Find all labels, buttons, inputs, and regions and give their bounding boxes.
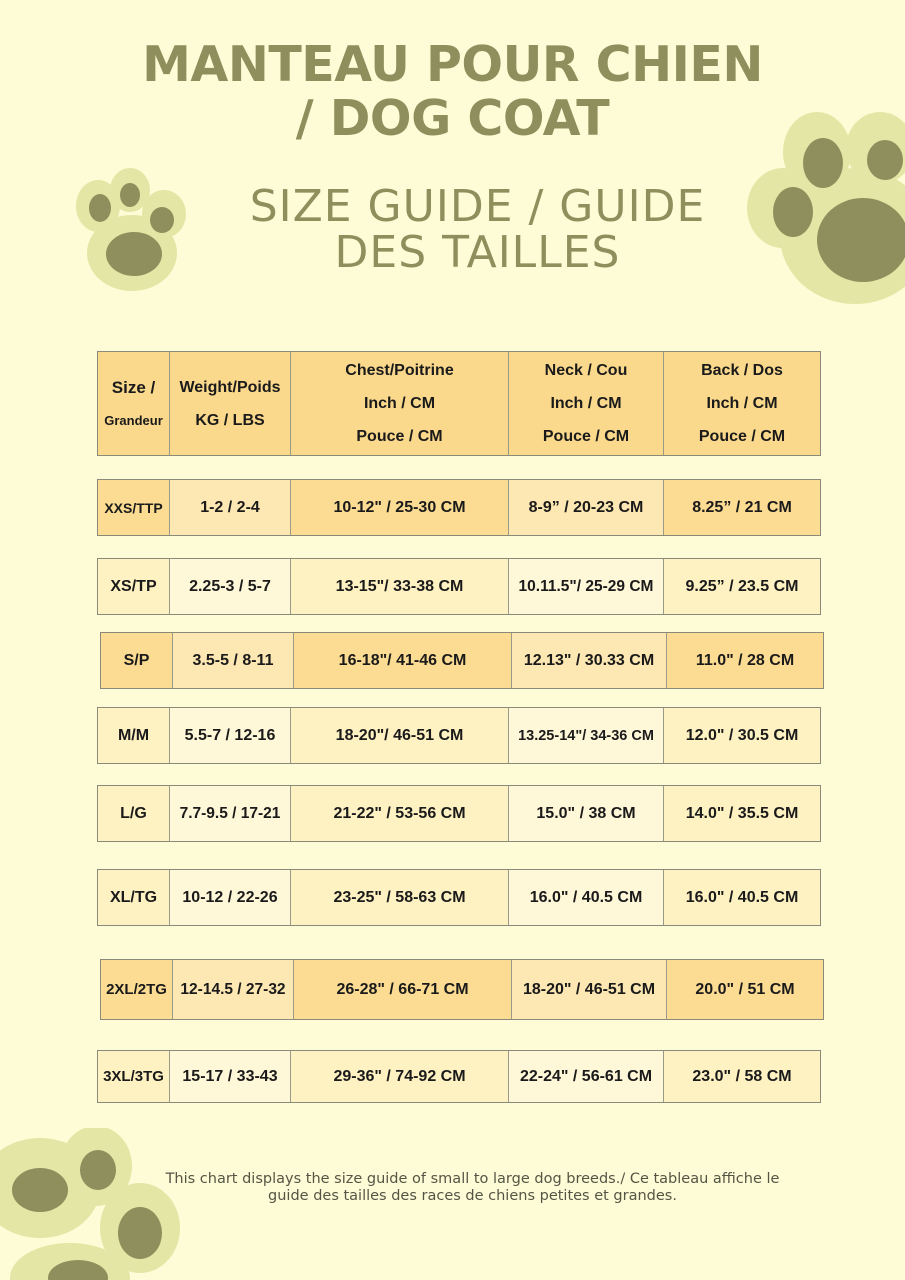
cell-neck: 12.13" / 30.33 CM <box>512 633 667 688</box>
cell-chest: 16-18"/ 41-46 CM <box>294 633 512 688</box>
cell-chest: 10-12" / 25-30 CM <box>291 480 509 535</box>
cell-weight: 15-17 / 33-43 <box>170 1051 291 1102</box>
cell-neck: 10.11.5"/ 25-29 CM <box>509 559 664 614</box>
cell-size: XS/TP <box>98 559 170 614</box>
cell-weight: 3.5-5 / 8-11 <box>173 633 294 688</box>
cell-neck: 18-20" / 46-51 CM <box>512 960 667 1019</box>
cell-weight: 2.25-3 / 5-7 <box>170 559 291 614</box>
footer-line-2: guide des tailles des races de chiens petites et grandes. <box>268 1188 677 1204</box>
header-neck-label: Neck / Cou <box>544 362 628 379</box>
header-back-unit: Inch / CM <box>706 395 778 412</box>
header-neck-unit: Inch / CM <box>550 395 622 412</box>
cell-weight: 12-14.5 / 27-32 <box>173 960 294 1019</box>
cell-back: 9.25” / 23.5 CM <box>664 559 820 614</box>
cell-size: 3XL/3TG <box>98 1051 170 1102</box>
cell-back: 16.0" / 40.5 CM <box>664 870 820 925</box>
table-row <box>100 959 824 1020</box>
cell-neck: 15.0" / 38 CM <box>509 786 664 841</box>
subtitle-line-2: DES TAILLES <box>334 227 621 278</box>
cell-chest: 26-28" / 66-71 CM <box>294 960 512 1019</box>
cell-weight: 5.5-7 / 12-16 <box>170 708 291 763</box>
subtitle-line-1: SIZE GUIDE / GUIDE <box>249 181 706 232</box>
cell-neck: 22-24" / 56-61 CM <box>509 1051 664 1102</box>
table-row <box>97 479 821 536</box>
header-chest-unit-fr: Pouce / CM <box>356 428 443 445</box>
table-row <box>97 1050 821 1103</box>
table-row <box>97 785 821 842</box>
cell-back: 23.0" / 58 CM <box>664 1051 820 1102</box>
table-row <box>97 707 821 764</box>
cell-neck: 13.25-14"/ 34-36 CM <box>509 708 664 763</box>
cell-back: 20.0" / 51 CM <box>667 960 823 1019</box>
header-weight-label: Weight/Poids <box>179 378 281 396</box>
header-weight-unit: KG / LBS <box>195 411 265 429</box>
cell-chest: 18-20"/ 46-51 CM <box>291 708 509 763</box>
header-size-label: Size / <box>111 377 156 397</box>
cell-size: XL/TG <box>98 870 170 925</box>
cell-size: L/G <box>98 786 170 841</box>
table-row <box>100 632 824 689</box>
table-header <box>97 351 821 456</box>
cell-back: 12.0" / 30.5 CM <box>664 708 820 763</box>
cell-neck: 16.0" / 40.5 CM <box>509 870 664 925</box>
header-weight <box>170 352 291 455</box>
header-neck-unit-fr: Pouce / CM <box>542 428 630 445</box>
cell-back: 8.25” / 21 CM <box>664 480 820 535</box>
header-back-unit-fr: Pouce / CM <box>698 428 786 445</box>
cell-chest: 21-22" / 53-56 CM <box>291 786 509 841</box>
footer-line-1: This chart displays the size guide of small to large dog breeds./ Ce tableau affiche le <box>165 1171 780 1187</box>
cell-size: S/P <box>101 633 173 688</box>
cell-back: 14.0" / 35.5 CM <box>664 786 820 841</box>
cell-weight: 1-2 / 2-4 <box>170 480 291 535</box>
header-chest-label: Chest/Poitrine <box>345 362 454 379</box>
header-chest <box>291 352 509 455</box>
cell-weight: 7.7-9.5 / 17-21 <box>170 786 291 841</box>
cell-chest: 23-25" / 58-63 CM <box>291 870 509 925</box>
cell-size: 2XL/2TG <box>101 960 173 1019</box>
header-back <box>664 352 820 455</box>
title-line-2: / DOG COAT <box>295 90 610 147</box>
cell-back: 11.0" / 28 CM <box>667 633 823 688</box>
page-subtitle <box>0 181 905 278</box>
table-row <box>97 558 821 615</box>
header-neck <box>509 352 664 455</box>
header-back-label: Back / Dos <box>701 362 783 379</box>
cell-chest: 29-36" / 74-92 CM <box>291 1051 509 1102</box>
table-row <box>97 869 821 926</box>
footer-note <box>120 1171 825 1205</box>
title-line-1: MANTEAU POUR CHIEN <box>142 36 763 93</box>
cell-size: XXS/TTP <box>98 480 170 535</box>
header-size-sublabel: Grandeur <box>104 412 163 428</box>
cell-weight: 10-12 / 22-26 <box>170 870 291 925</box>
header-chest-unit: Inch / CM <box>363 395 436 412</box>
cell-neck: 8-9” / 20-23 CM <box>509 480 664 535</box>
header-size <box>98 352 170 455</box>
cell-size: M/M <box>98 708 170 763</box>
cell-chest: 13-15"/ 33-38 CM <box>291 559 509 614</box>
page-title <box>0 38 905 146</box>
